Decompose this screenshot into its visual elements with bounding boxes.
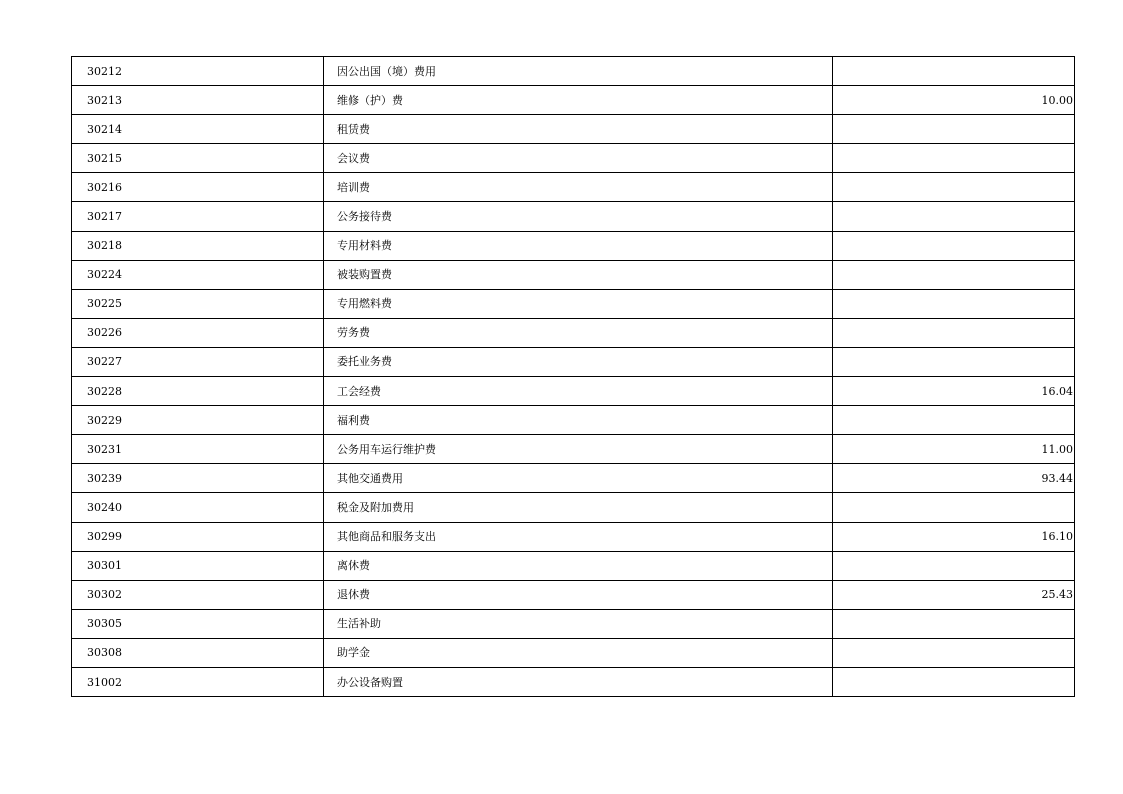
name-cell: 退休费 bbox=[324, 580, 833, 609]
name-cell: 公务用车运行维护费 bbox=[324, 435, 833, 464]
name-cell: 助学金 bbox=[324, 638, 833, 667]
name-cell: 劳务费 bbox=[324, 318, 833, 347]
amount-cell bbox=[833, 231, 1075, 260]
table-row bbox=[72, 667, 1075, 696]
name-cell: 公务接待费 bbox=[324, 202, 833, 231]
amount-cell: 16.10 bbox=[833, 522, 1075, 551]
name-cell: 被装购置费 bbox=[324, 260, 833, 289]
name-cell: 税金及附加费用 bbox=[324, 493, 833, 522]
code-cell: 30299 bbox=[72, 522, 324, 551]
table-row bbox=[72, 289, 1075, 318]
amount-cell bbox=[833, 173, 1075, 202]
code-cell: 30214 bbox=[72, 115, 324, 144]
name-cell: 租赁费 bbox=[324, 115, 833, 144]
name-cell: 生活补助 bbox=[324, 609, 833, 638]
name-cell: 离休费 bbox=[324, 551, 833, 580]
name-cell: 专用燃料费 bbox=[324, 289, 833, 318]
name-cell: 会议费 bbox=[324, 144, 833, 173]
name-cell: 维修（护）费 bbox=[324, 86, 833, 115]
code-cell: 30240 bbox=[72, 493, 324, 522]
table-row bbox=[72, 86, 1075, 115]
code-cell: 30305 bbox=[72, 609, 324, 638]
table-row bbox=[72, 202, 1075, 231]
amount-cell bbox=[833, 115, 1075, 144]
name-cell: 其他商品和服务支出 bbox=[324, 522, 833, 551]
table-row bbox=[72, 347, 1075, 376]
amount-cell bbox=[833, 318, 1075, 347]
code-cell: 30239 bbox=[72, 464, 324, 493]
table-row bbox=[72, 173, 1075, 202]
amount-cell: 10.00 bbox=[833, 86, 1075, 115]
code-cell: 30231 bbox=[72, 435, 324, 464]
code-cell: 30228 bbox=[72, 377, 324, 406]
code-cell: 30213 bbox=[72, 86, 324, 115]
amount-cell bbox=[833, 609, 1075, 638]
amount-cell: 11.00 bbox=[833, 435, 1075, 464]
table-row bbox=[72, 464, 1075, 493]
table-row bbox=[72, 377, 1075, 406]
amount-cell bbox=[833, 638, 1075, 667]
code-cell: 30302 bbox=[72, 580, 324, 609]
amount-cell bbox=[833, 551, 1075, 580]
code-cell: 30215 bbox=[72, 144, 324, 173]
name-cell: 培训费 bbox=[324, 173, 833, 202]
amount-cell bbox=[833, 667, 1075, 696]
code-cell: 30217 bbox=[72, 202, 324, 231]
code-cell: 31002 bbox=[72, 667, 324, 696]
amount-cell: 25.43 bbox=[833, 580, 1075, 609]
name-cell: 专用材料费 bbox=[324, 231, 833, 260]
code-cell: 30226 bbox=[72, 318, 324, 347]
table-row bbox=[72, 57, 1075, 86]
amount-cell bbox=[833, 202, 1075, 231]
amount-cell bbox=[833, 57, 1075, 86]
amount-cell bbox=[833, 144, 1075, 173]
amount-cell bbox=[833, 289, 1075, 318]
amount-cell: 93.44 bbox=[833, 464, 1075, 493]
table-row bbox=[72, 638, 1075, 667]
table-row bbox=[72, 609, 1075, 638]
table-row bbox=[72, 522, 1075, 551]
amount-cell bbox=[833, 406, 1075, 435]
table-row bbox=[72, 580, 1075, 609]
code-cell: 30225 bbox=[72, 289, 324, 318]
table-row bbox=[72, 231, 1075, 260]
name-cell: 福利费 bbox=[324, 406, 833, 435]
table-row bbox=[72, 551, 1075, 580]
amount-cell bbox=[833, 347, 1075, 376]
code-cell: 30229 bbox=[72, 406, 324, 435]
table-row bbox=[72, 115, 1075, 144]
code-cell: 30224 bbox=[72, 260, 324, 289]
name-cell: 委托业务费 bbox=[324, 347, 833, 376]
name-cell: 办公设备购置 bbox=[324, 667, 833, 696]
code-cell: 30218 bbox=[72, 231, 324, 260]
code-cell: 30216 bbox=[72, 173, 324, 202]
code-cell: 30227 bbox=[72, 347, 324, 376]
amount-cell: 16.04 bbox=[833, 377, 1075, 406]
name-cell: 工会经费 bbox=[324, 377, 833, 406]
table-body bbox=[72, 57, 1075, 697]
table-row bbox=[72, 144, 1075, 173]
table-row bbox=[72, 435, 1075, 464]
code-cell: 30308 bbox=[72, 638, 324, 667]
amount-cell bbox=[833, 260, 1075, 289]
code-cell: 30301 bbox=[72, 551, 324, 580]
amount-cell bbox=[833, 493, 1075, 522]
name-cell: 其他交通费用 bbox=[324, 464, 833, 493]
name-cell: 因公出国（境）费用 bbox=[324, 57, 833, 86]
table-row bbox=[72, 493, 1075, 522]
table-row bbox=[72, 318, 1075, 347]
table-row bbox=[72, 406, 1075, 435]
expenditure-table bbox=[71, 56, 1075, 697]
code-cell: 30212 bbox=[72, 57, 324, 86]
table-row bbox=[72, 260, 1075, 289]
